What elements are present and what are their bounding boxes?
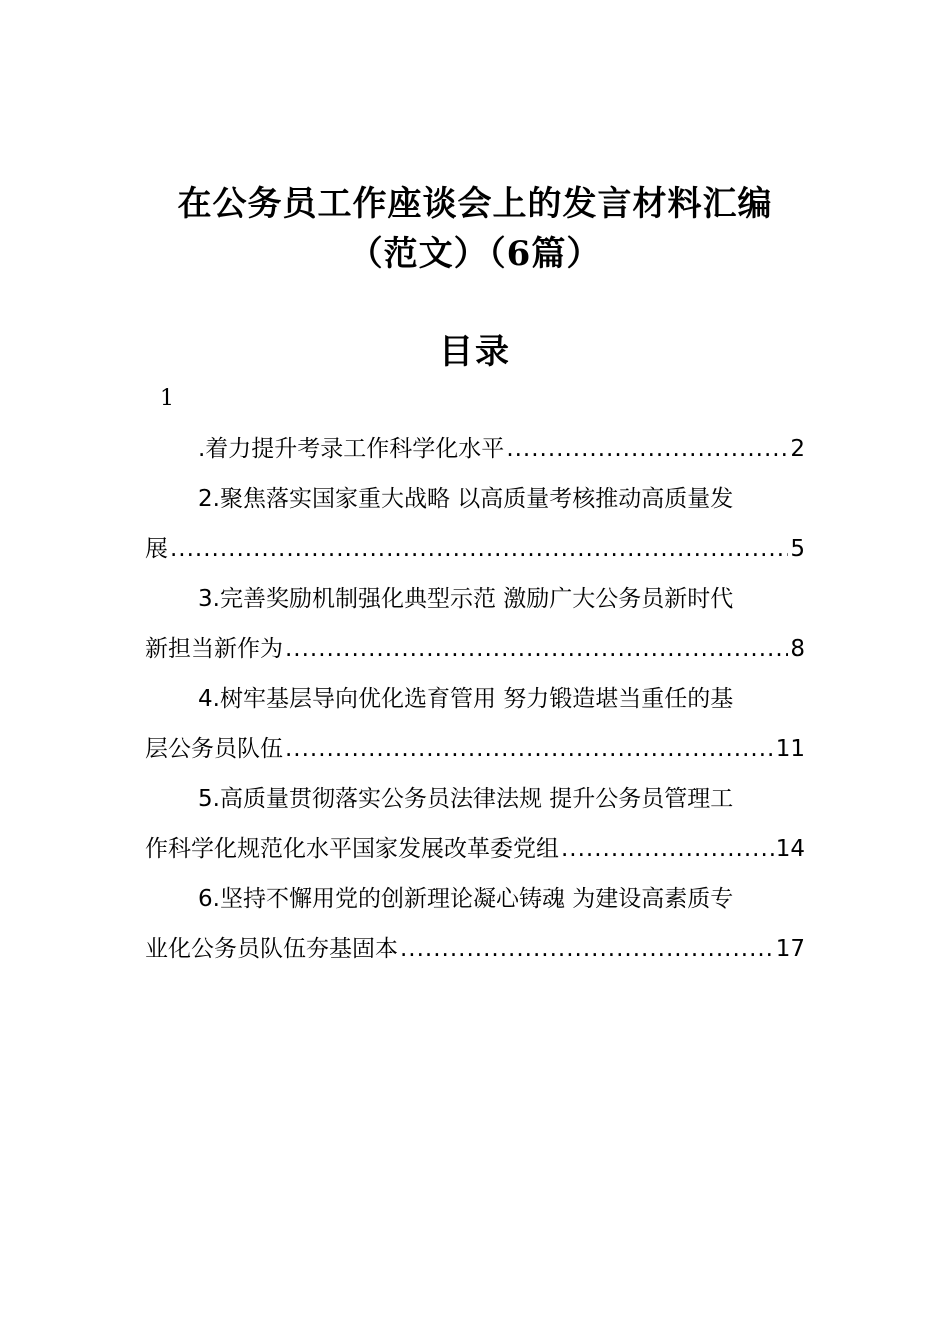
toc-entry-2-line-1[interactable] [198, 482, 805, 516]
toc-leader-dots [170, 532, 788, 566]
document-title-line-2: （范文）（6篇） [348, 234, 602, 274]
toc-heading: 目录 [439, 332, 511, 372]
document-title-line-1: 在公务员工作座谈会上的发言材料汇编 [177, 184, 773, 224]
toc-entry-5-line-2[interactable] [145, 832, 805, 866]
toc-entry-title: 5.高质量贯彻落实公务员法律法规 提升公务员管理工 [198, 786, 734, 812]
toc-page-number: 11 [775, 736, 805, 762]
toc-leader-dots [400, 932, 774, 966]
toc-leader-dots [285, 632, 788, 666]
toc-page-number: 5 [790, 536, 805, 562]
toc-entry-title-cont: 作科学化规范化水平国家发展改革委党组 [145, 836, 559, 862]
toc-entry-3-line-2[interactable] [145, 632, 805, 666]
toc-page-number: 14 [775, 836, 805, 862]
toc-leader-dots [561, 832, 774, 866]
toc-page-number: 17 [775, 936, 805, 962]
toc-leader-dots [506, 432, 788, 466]
toc-entry-3-line-1[interactable] [198, 582, 805, 616]
toc-entry-title: .着力提升考录工作科学化水平 [198, 436, 505, 462]
toc-entry-title: 6.坚持不懈用党的创新理论凝心铸魂 为建设高素质专 [198, 886, 734, 912]
toc-entry-4-line-1[interactable] [198, 682, 805, 716]
toc-entry-6-line-2[interactable] [145, 932, 805, 966]
toc-entry-title-cont: 新担当新作为 [145, 636, 283, 662]
stray-page-number: 1 [160, 386, 174, 411]
toc-entry-2-line-2[interactable] [145, 532, 805, 566]
toc-entry-4-line-2[interactable] [145, 732, 805, 766]
toc-page-number: 8 [790, 636, 805, 662]
toc-page-number: 2 [790, 436, 805, 462]
toc-leader-dots [285, 732, 774, 766]
toc-entry-title-cont: 业化公务员队伍夯基固本 [145, 936, 398, 962]
toc-entry-1[interactable] [198, 432, 805, 466]
toc-entry-5-line-1[interactable] [198, 782, 805, 816]
toc-entry-6-line-1[interactable] [198, 882, 805, 916]
toc-entry-title: 2.聚焦落实国家重大战略 以高质量考核推动高质量发 [198, 486, 734, 512]
toc-entry-title: 3.完善奖励机制强化典型示范 激励广大公务员新时代 [198, 586, 734, 612]
toc-entry-title-cont: 展 [145, 536, 168, 562]
toc-entry-title-cont: 层公务员队伍 [145, 736, 283, 762]
toc-entry-title: 4.树牢基层导向优化选育管用 努力锻造堪当重任的基 [198, 686, 734, 712]
